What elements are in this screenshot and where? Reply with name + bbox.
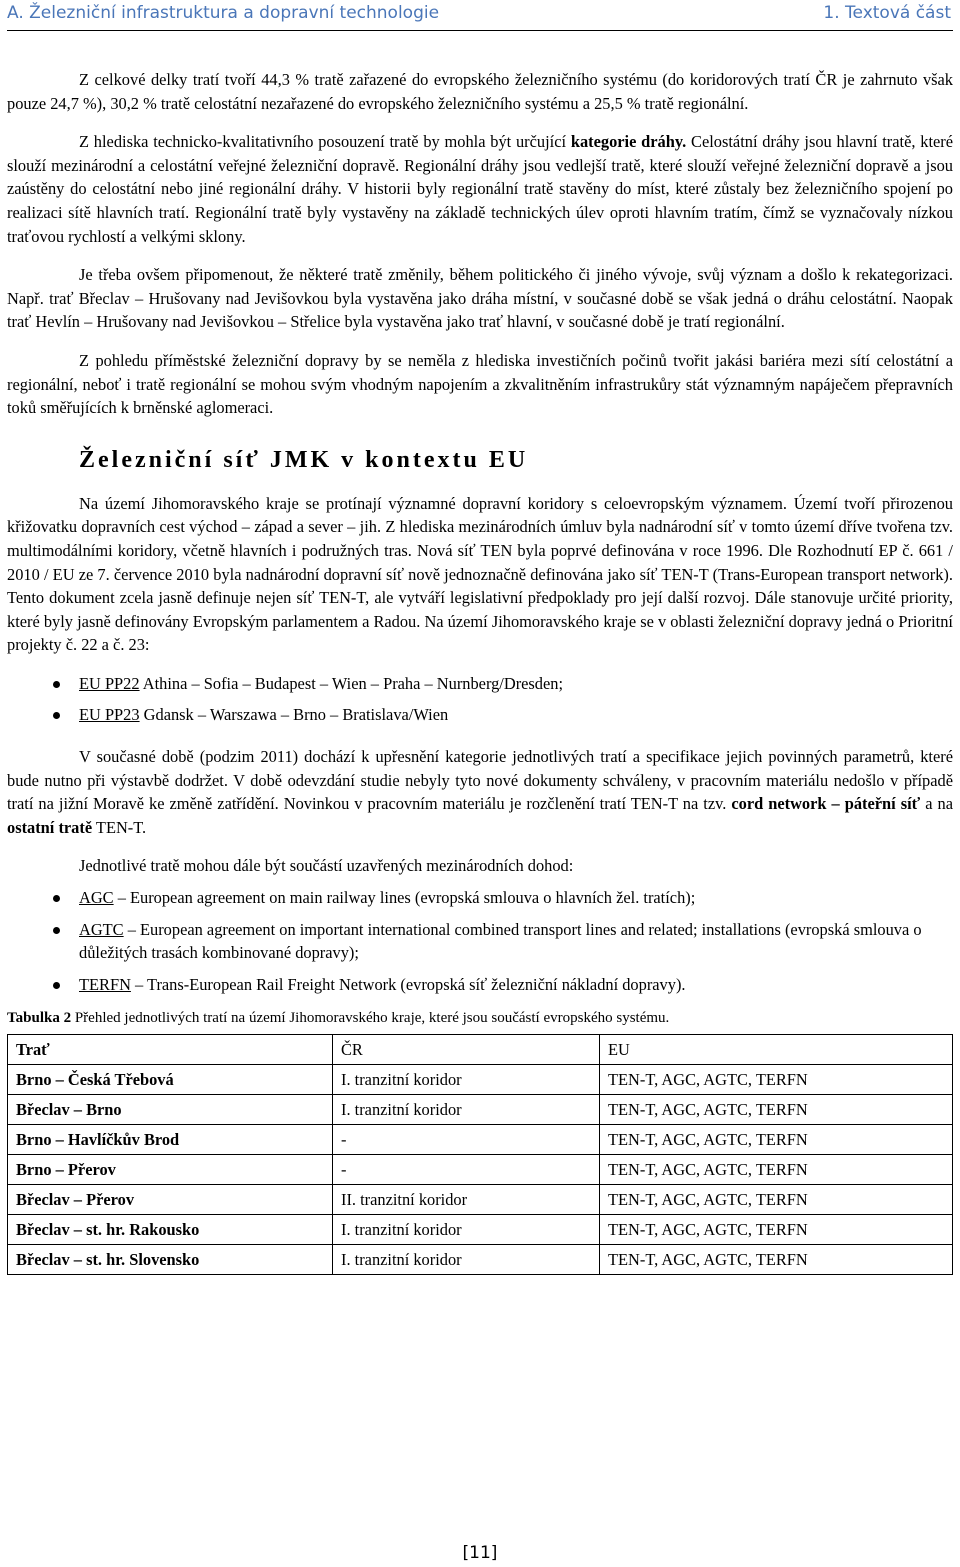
text-span: a na [920,794,953,814]
list-item [7,672,953,696]
header-right: 1. Textová část [823,3,951,23]
table-cell: TEN-T, AGC, AGTC, TERFN [600,1245,953,1275]
table-header-cell: EU [600,1035,953,1065]
table-cell: II. tranzitní koridor [333,1185,600,1215]
paragraph: Z pohledu příměstské železniční dopravy by se neměla z hlediska investičních počinů tvořit jakási bariéra mezi sítí celostátní a regionální, neboť i tratě regionální se mohou svým vhodným napojením a zkvalitněním infrastrukůry stát významným napáječem přepravních toků směřujících k brněnské aglomeraci. [7,350,953,418]
paragraph: Na území Jihomoravského kraje se protínají významné dopravní koridory s celoevropským významem. Území tvoří přirozenou křižovatku dopravních cest východ – západ a sever – jih. Z hlediska mezinárodních úmluv byla nadnárodní síť v tomto území dříve tvořena tzv. multimodálními koridory, včetně hlavních i podružných tras. Nová síť TEN byla poprvé definována v roce 1996. Dle Rozhodnutí EP č. 661 / 2010 / EU ze 7. července 2010 byla nadnárodní dopravní síť nově jednoznačně definována jako síť TEN-T (Trans-European transport network). Tento dokument zcela jasně definuje nejen síť TEN-T, ale vytváří legislativní předpoklady pro její další rozvoj. Dále stanovuje určité priority, které byly jasně definovány Evropským parlamentem a Radou. Na území Jihomoravského kraje se v oblasti železniční dopravy jedná o Prioritní projekty č. 22 a č. 23: [7,493,953,655]
agreement-link[interactable]: AGC [79,888,114,908]
list-text: Athina – Sofia – Budapest – Wien – Praha – Nurnberg/Dresden; [139,673,564,693]
list-text: – European agreement on important international combined transport lines and related; installations (evropská smlouva o důležitých trasách kombinované dopravy); [79,919,922,963]
paragraph [7,745,953,839]
project-link[interactable]: EU PP22 [79,673,140,693]
table-row [8,1155,953,1185]
page-header [7,0,953,31]
paragraph: Z celkové delky tratí tvoří 44,3 % tratě zařazené do evropského železničního systému (do koridorových tratí ČR je zahrnuto však pouze 24,7 %), 30,2 % tratě celostátní nezařazené do evropského železničního systému a 25,5 % tratě regionální. [7,70,953,113]
table-row [8,1215,953,1245]
paragraph: Jednotlivé tratě mohou dále být součástí uzavřených mezinárodních dohod: [79,856,574,876]
table-row [8,1185,953,1215]
table-header-cell: Trať [8,1035,333,1065]
table-cell: Brno – Česká Třebová [8,1065,333,1095]
priority-projects-list [7,672,953,727]
list-text: – European agreement on main railway lines (evropská smlouva o hlavních žel. tratích); [113,888,696,908]
bold-term: cord network – páteřní síť [731,794,921,814]
table-cell: TEN-T, AGC, AGTC, TERFN [600,1155,953,1185]
table-cell: TEN-T, AGC, AGTC, TERFN [600,1185,953,1215]
text-span: V současné době (podzim 2011) dochází k upřesnění kategorie jednotlivých tratí a specifikace jejich povinných parametrů, které bude nutno při výstavbě dodržet. V době odevzdání studie nebyly tyto nové dokumenty schváleny, v pracovním materiálu nedošlo v případě tratí na jižní Moravě ke změně zatřídění. Novinkou v pracovním materiálu je rozčlenění tratí TEN-T na tzv. [7,747,953,814]
table-cell: TEN-T, AGC, AGTC, TERFN [600,1095,953,1125]
page-number: [11] [462,1543,498,1563]
list-item [7,886,953,910]
table-cell: TEN-T, AGC, AGTC, TERFN [600,1125,953,1155]
list-item [7,918,953,965]
agreements-list [7,886,953,996]
document-body [7,68,953,1275]
section-title: Železniční síť JMK v kontextu EU [79,446,529,473]
table-cell: Brno – Přerov [8,1155,333,1185]
list-text: – Trans-European Rail Freight Network (evropská síť železniční nákladní dopravy). [130,974,686,994]
table-header-row [8,1035,953,1065]
list-text: Gdansk – Warszawa – Brno – Bratislava/Wien [139,705,449,725]
table-cell: Břeclav – Brno [8,1095,333,1125]
table-cell: Brno – Havlíčkův Brod [8,1125,333,1155]
bullet-icon [53,982,60,989]
paragraph [7,130,953,248]
bullet-icon [53,712,60,719]
table-cell: - [333,1155,600,1185]
railway-table [7,1034,953,1275]
bullet-icon [53,681,60,688]
table-row [8,1065,953,1095]
table-cell: I. tranzitní koridor [333,1245,600,1275]
table-caption [7,1008,953,1028]
agreement-link[interactable]: TERFN [79,974,131,994]
list-item [7,973,953,997]
table-row [8,1095,953,1125]
text-span: TEN-T. [92,817,147,837]
table-row [8,1125,953,1155]
table-cell: I. tranzitní koridor [333,1095,600,1125]
table-caption-label: Tabulka 2 [7,1010,72,1027]
bullet-icon [53,895,60,902]
table-header-cell: ČR [333,1035,600,1065]
project-link[interactable]: EU PP23 [79,705,140,725]
table-cell: - [333,1125,600,1155]
table-cell: Břeclav – st. hr. Rakousko [8,1215,333,1245]
list-item [7,703,953,727]
agreement-link[interactable]: AGTC [79,919,124,939]
table-caption-text: Přehled jednotlivých tratí na území Jihomoravského kraje, které jsou součástí evropského systému. [71,1010,670,1027]
table-cell: Břeclav – Přerov [8,1185,333,1215]
table-cell: TEN-T, AGC, AGTC, TERFN [600,1065,953,1095]
bullet-icon [53,927,60,934]
paragraph: Je třeba ovšem připomenout, že některé tratě změnily, během politického či jiného vývoje, svůj význam a došlo k rekategorizaci. Např. trať Břeclav – Hrušovany nad Jevišovkou byla vystavěna jako dráha místní, v současné době se však jedná o dráhu celostátní. Naopak trať Hevlín – Hrušovany nad Jevišovkou – Střelice byla vystavěna jako trať hlavní, v současné době je tratí regionální. [7,265,953,332]
text-span: Celostátní dráhy jsou hlavní tratě, které slouží mezinárodní a celostátní veřejné železniční dopravě. Regionální dráhy jsou vedlejší tratě, které slouží veřejné železniční dopravě a jsou zaústěny do celostátní nebo jiné regionální dráhy. V historii byly regionální tratě stavěny do míst, které zůstaly bez železničního spojení po realizaci sítě hlavních tratí. Regionální tratě byly vystavěny na základě technických úlev oproti hlavním tratím, čímž se vyznačovaly nízkou traťovou rychlostí a velkými sklony. [7,132,954,246]
text-span: Z hlediska technicko-kvalitativního posouzení tratě by mohla být určující [79,132,571,152]
table-row [8,1245,953,1275]
table-cell: I. tranzitní koridor [333,1065,600,1095]
bold-term: kategorie dráhy. [570,132,687,152]
table-cell: TEN-T, AGC, AGTC, TERFN [600,1215,953,1245]
table-cell: I. tranzitní koridor [333,1215,600,1245]
table-cell: Břeclav – st. hr. Slovensko [8,1245,333,1275]
bold-term: ostatní tratě [7,817,93,837]
header-left: A. Železniční infrastruktura a dopravní technologie [7,3,440,23]
